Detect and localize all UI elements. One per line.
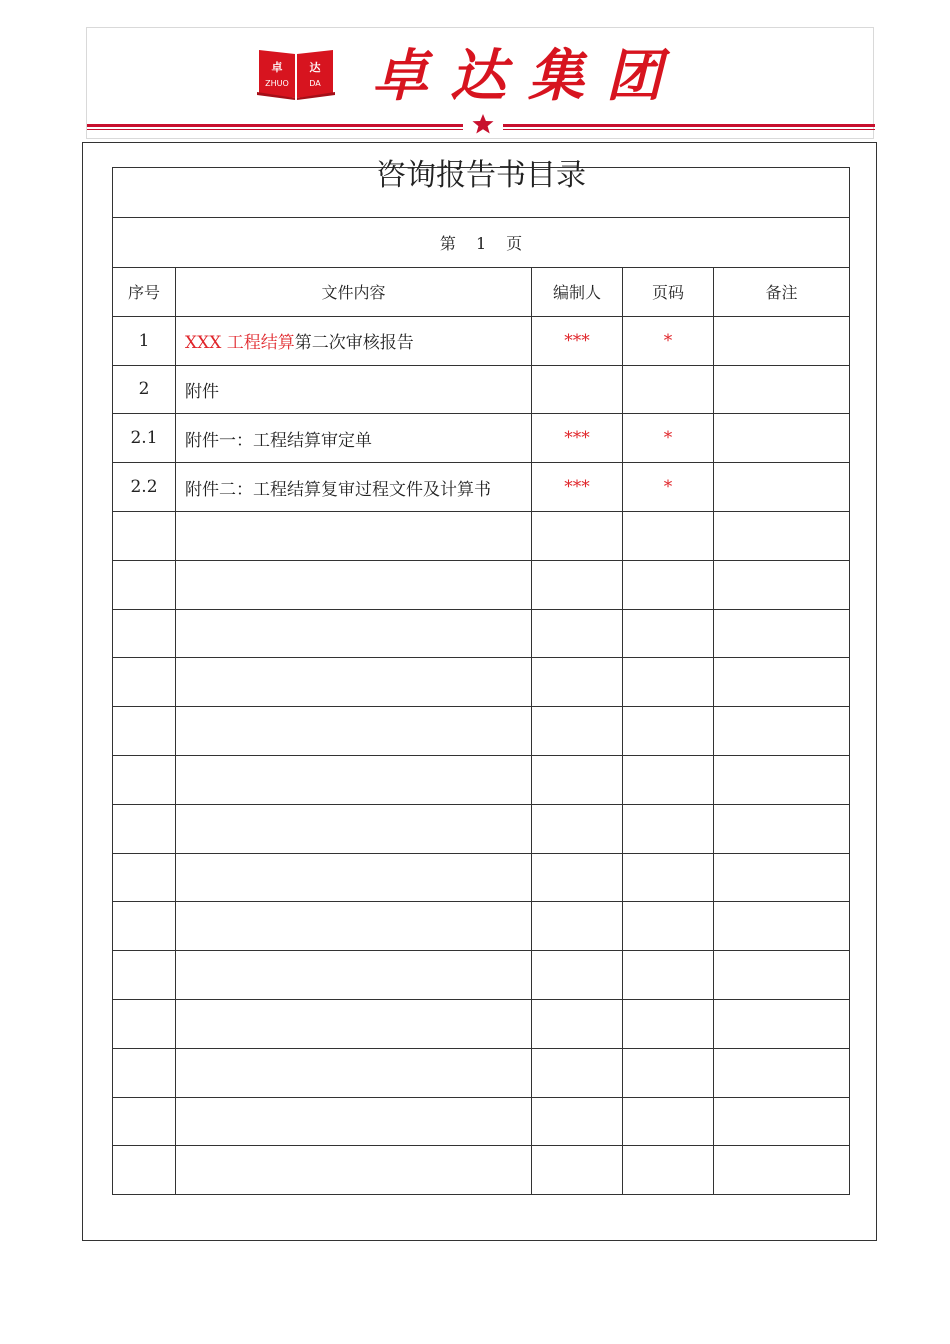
row-content bbox=[176, 1048, 532, 1097]
row-seq bbox=[113, 1146, 176, 1195]
row-page bbox=[623, 365, 714, 414]
row-note bbox=[714, 316, 850, 365]
column-header-note: 备注 bbox=[714, 268, 850, 317]
row-author bbox=[532, 1097, 623, 1146]
row-content bbox=[176, 755, 532, 804]
document-title: 咨询报告书目录 bbox=[376, 158, 587, 193]
page-number: 1 bbox=[475, 234, 487, 253]
page-indicator-cell bbox=[113, 218, 850, 268]
row-content bbox=[176, 999, 532, 1048]
row-content bbox=[176, 560, 532, 609]
table-row-empty bbox=[113, 999, 850, 1048]
row-content bbox=[176, 902, 532, 951]
row-content bbox=[176, 316, 532, 365]
row-author bbox=[532, 999, 623, 1048]
row-page bbox=[623, 511, 714, 560]
row-page bbox=[623, 755, 714, 804]
row-seq bbox=[113, 1048, 176, 1097]
row-note bbox=[714, 511, 850, 560]
row-content bbox=[176, 1097, 532, 1146]
row-author bbox=[532, 1048, 623, 1097]
row-author bbox=[532, 365, 623, 414]
row-seq: 2.2 bbox=[113, 463, 176, 512]
row-seq: 2 bbox=[113, 365, 176, 414]
table-row-empty bbox=[113, 658, 850, 707]
toc-table bbox=[112, 158, 850, 1195]
header-rule-left-thin bbox=[87, 129, 463, 130]
row-author bbox=[532, 755, 623, 804]
row-note bbox=[714, 707, 850, 756]
row-seq: 2.1 bbox=[113, 414, 176, 463]
row-note bbox=[714, 560, 850, 609]
row-note bbox=[714, 365, 850, 414]
document-title-cell bbox=[113, 158, 850, 218]
row-seq bbox=[113, 951, 176, 1000]
row-content bbox=[176, 804, 532, 853]
row-content: 附件 bbox=[176, 365, 532, 414]
header-rule-right bbox=[503, 124, 875, 127]
table-row bbox=[113, 316, 850, 365]
table-row bbox=[113, 463, 850, 512]
column-header-author: 编制人 bbox=[532, 268, 623, 317]
row-note bbox=[714, 902, 850, 951]
row-author bbox=[532, 658, 623, 707]
brand-logo-icon bbox=[257, 44, 335, 100]
row-note bbox=[714, 463, 850, 512]
row-content: 附件一：工程结算审定单 bbox=[176, 414, 532, 463]
row-author bbox=[532, 804, 623, 853]
row-page bbox=[623, 902, 714, 951]
row-content: 附件二：工程结算复审过程文件及计算书 bbox=[176, 463, 532, 512]
table-row bbox=[113, 365, 850, 414]
row-author: *** bbox=[532, 463, 623, 512]
row-page bbox=[623, 853, 714, 902]
row-page bbox=[623, 999, 714, 1048]
row-seq bbox=[113, 707, 176, 756]
row-content bbox=[176, 658, 532, 707]
header-rule-left bbox=[87, 124, 463, 127]
row-author bbox=[532, 1146, 623, 1195]
row-author bbox=[532, 609, 623, 658]
row-page bbox=[623, 804, 714, 853]
table-row-empty bbox=[113, 951, 850, 1000]
row-seq bbox=[113, 804, 176, 853]
logo-en-right: DA bbox=[309, 79, 321, 88]
header-rule-right-thin bbox=[503, 129, 875, 130]
table-row-empty bbox=[113, 755, 850, 804]
row-seq: 1 bbox=[113, 316, 176, 365]
row-content-highlight: XXX 工程结算 bbox=[185, 333, 295, 354]
row-note bbox=[714, 853, 850, 902]
row-page bbox=[623, 609, 714, 658]
letterhead-banner bbox=[86, 27, 874, 139]
row-page bbox=[623, 1146, 714, 1195]
table-row-empty bbox=[113, 853, 850, 902]
table-row-empty bbox=[113, 511, 850, 560]
page-suffix: 页 bbox=[506, 234, 523, 253]
row-note bbox=[714, 658, 850, 707]
row-page bbox=[623, 951, 714, 1000]
row-content bbox=[176, 707, 532, 756]
row-note bbox=[714, 1097, 850, 1146]
logo-cn-left: 卓 bbox=[271, 61, 283, 74]
row-note bbox=[714, 1146, 850, 1195]
row-author bbox=[532, 707, 623, 756]
row-author bbox=[532, 951, 623, 1000]
row-note bbox=[714, 609, 850, 658]
row-author: *** bbox=[532, 414, 623, 463]
table-row-empty bbox=[113, 707, 850, 756]
page-prefix: 第 bbox=[439, 234, 456, 253]
row-seq bbox=[113, 609, 176, 658]
row-seq bbox=[113, 999, 176, 1048]
row-note bbox=[714, 414, 850, 463]
row-content bbox=[176, 951, 532, 1000]
table-row-empty bbox=[113, 1097, 850, 1146]
row-note bbox=[714, 755, 850, 804]
table-row-empty bbox=[113, 1048, 850, 1097]
star-icon bbox=[471, 112, 495, 136]
row-content bbox=[176, 1146, 532, 1195]
table-row-empty bbox=[113, 609, 850, 658]
row-content-text: 第二次审核报告 bbox=[294, 333, 414, 354]
table-row-empty bbox=[113, 560, 850, 609]
table-row-empty bbox=[113, 804, 850, 853]
row-author bbox=[532, 853, 623, 902]
row-note bbox=[714, 804, 850, 853]
row-seq bbox=[113, 511, 176, 560]
row-seq bbox=[113, 902, 176, 951]
row-page bbox=[623, 658, 714, 707]
brand-name: 卓达集团 bbox=[372, 43, 684, 109]
row-seq bbox=[113, 853, 176, 902]
row-author: *** bbox=[532, 316, 623, 365]
table-row-empty bbox=[113, 902, 850, 951]
row-page: * bbox=[623, 414, 714, 463]
row-page bbox=[623, 707, 714, 756]
logo-en-left: ZHUO bbox=[265, 79, 289, 88]
row-content bbox=[176, 511, 532, 560]
row-note bbox=[714, 999, 850, 1048]
row-page bbox=[623, 1097, 714, 1146]
row-author bbox=[532, 902, 623, 951]
table-row bbox=[113, 414, 850, 463]
row-seq bbox=[113, 658, 176, 707]
row-author bbox=[532, 511, 623, 560]
table-row-empty bbox=[113, 1146, 850, 1195]
row-page bbox=[623, 1048, 714, 1097]
row-page bbox=[623, 560, 714, 609]
logo-cn-right: 达 bbox=[309, 61, 321, 74]
column-header-content: 文件内容 bbox=[176, 268, 532, 317]
row-content bbox=[176, 853, 532, 902]
row-author bbox=[532, 560, 623, 609]
row-seq bbox=[113, 560, 176, 609]
row-seq bbox=[113, 755, 176, 804]
row-page: * bbox=[623, 463, 714, 512]
row-note bbox=[714, 951, 850, 1000]
row-seq bbox=[113, 1097, 176, 1146]
row-page: * bbox=[623, 316, 714, 365]
row-content bbox=[176, 609, 532, 658]
column-header-page: 页码 bbox=[623, 268, 714, 317]
row-note bbox=[714, 1048, 850, 1097]
column-header-seq: 序号 bbox=[113, 268, 176, 317]
table-header-row bbox=[113, 268, 850, 317]
